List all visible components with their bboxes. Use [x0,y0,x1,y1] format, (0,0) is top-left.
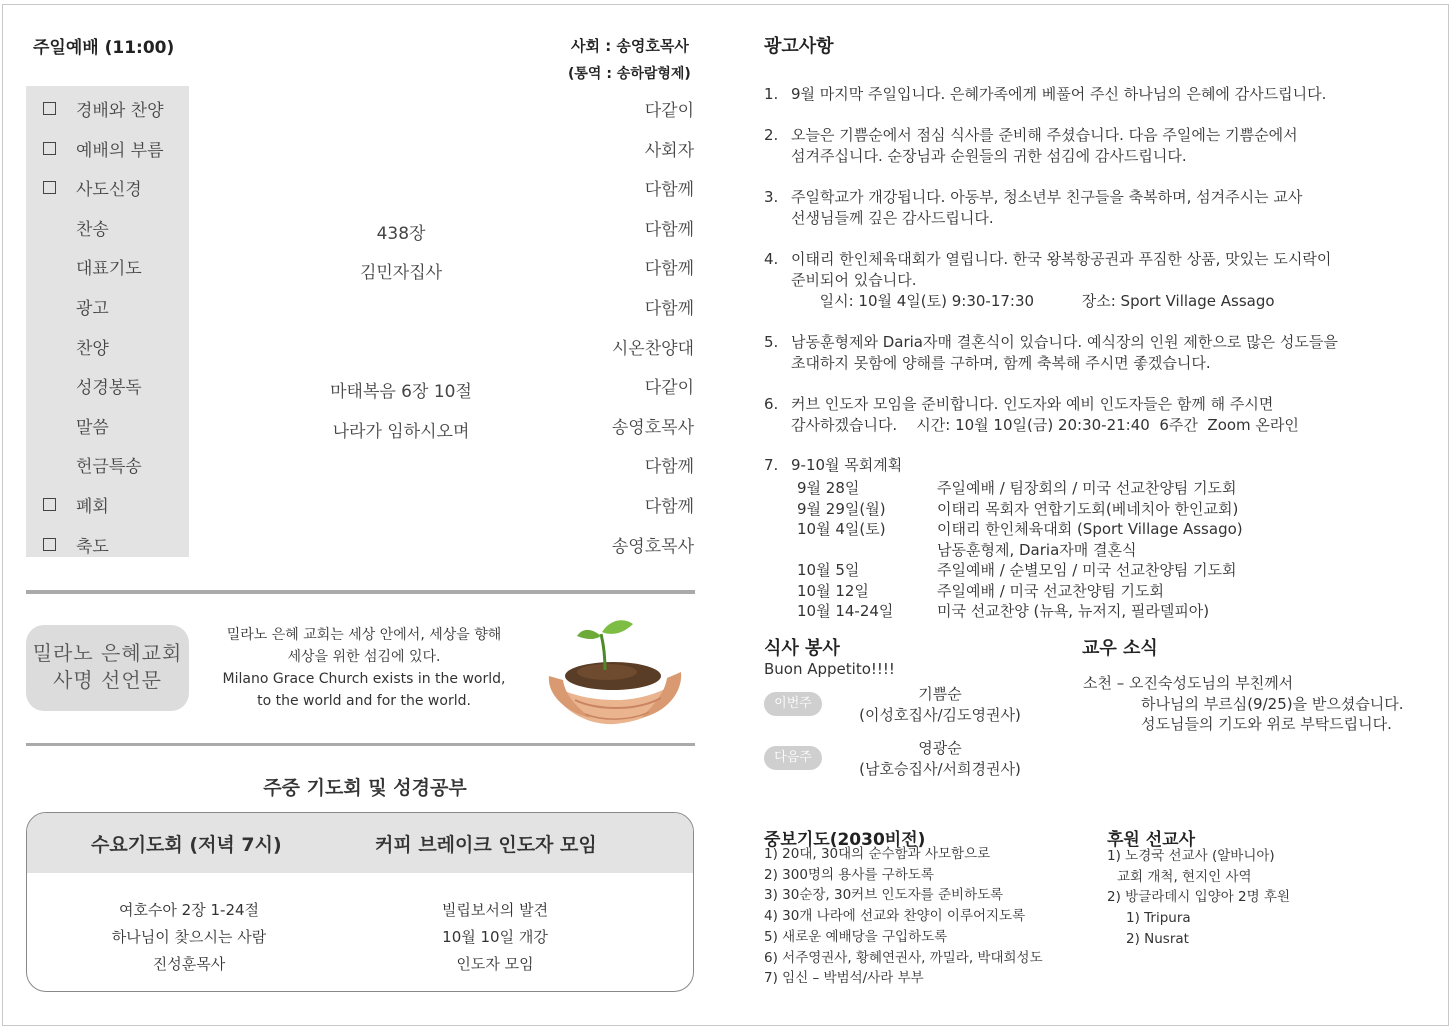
wednesday-prayer-details [39,897,339,978]
order-item-name: 축도 [76,536,109,557]
announcement-number: 7. [764,456,779,474]
next-week-badge: 다음주 [764,746,822,770]
missionary-line: 2) Nusrat [1126,930,1189,947]
order-item-name: 광고 [76,299,109,319]
detail-line: 빌립보서의 발견 [441,901,549,919]
checkbox-icon [43,142,56,155]
schedule-dates [797,478,893,622]
news-line: 하나님의 부르심(9/25)을 받으셨습니다. [1141,694,1404,713]
prayer-item: 2) 300명의 용사를 구하도록 [764,866,934,883]
announcement-item [764,394,1444,436]
intercession-title: 중보기도(2030비전) [764,830,926,850]
mission-label [26,625,189,711]
announcement-line: 커브 인도자 모임을 준비합니다. 인도자와 예비 인도자들은 함께 해 주시면 [791,395,1274,413]
meal-subtitle: Buon Appetito!!!! [764,660,895,678]
coffee-break-heading: 커피 브레이크 인도자 모임 [375,834,597,856]
checkbox-icon [43,538,56,551]
order-item-leader: 다함께 [644,457,694,478]
announcement-item [764,249,1444,312]
order-item-name: 찬양 [76,338,109,359]
divider [26,743,695,746]
order-item-leader: 다같이 [644,378,694,399]
order-item-name: 경배와 찬양 [76,101,164,121]
order-item-leader: 송영호목사 [611,536,694,557]
order-item-name: 헌금특송 [76,457,142,478]
announcement-line: 남동훈형제와 Daria자매 결혼식이 있습니다. 예식장의 인원 제한으로 많은 성도들을 [791,333,1338,351]
order-item-detail: 마태복음 6장 10절 [330,382,472,403]
order-item-name: 말씀 [76,417,109,438]
order-item [26,371,696,401]
order-item-leader: 다같이 [644,101,694,121]
prayer-item: 1) 20대, 30대의 순수함과 사모함으로 [764,846,991,862]
schedule-event: 이태리 목회자 연합기도회(베네치아 한인교회) [937,499,1239,518]
schedule-events [937,478,1243,622]
order-item-detail: 438장 [376,223,426,244]
order-item-detail: 김민자집사 [359,263,443,284]
service-title: 주일예배 (11:00) [33,38,175,58]
news-body [1083,673,1404,735]
schedule-date: 10월 14-24일 [797,602,894,620]
intercession-list [764,844,1043,989]
mission-line: 세상을 위한 섬김에 있다. [287,649,441,665]
weekly-header [27,813,693,873]
divider [26,590,695,594]
announcement-line: 주일학교가 개강됩니다. 아동부, 청소년부 친구들을 축복하며, 섬겨주시는 교사 [791,188,1303,206]
order-item [26,173,696,203]
announcement-line: 일시: 10월 4일(토) 9:30-17:30 장소: Sport Village Assago [791,292,1275,310]
order-item [26,490,696,520]
order-item [26,530,696,560]
order-item [26,411,696,441]
announcement-line: 이태리 한인체육대회가 열립니다. 한국 왕복항공권과 푸짐한 상품, 맛있는 도시락이 [791,250,1332,268]
schedule-event: 주일예배 / 미국 선교찬양팀 기도회 [937,581,1164,600]
missionary-line: 1) 노경국 선교사 (알바니아) [1107,848,1275,864]
announcement-line: 감사하겠습니다. 시간: 10월 10일(금) 20:30-21:40 6주간 Zoom 온라인 [791,416,1299,434]
order-item [26,252,696,282]
order-item-name: 사도신경 [76,180,142,201]
news-line: 소천 – 오진숙성도님의 부친께서 [1083,674,1294,692]
order-item-name: 예배의 부름 [76,140,164,161]
missionary-line: 2) 방글라데시 입양아 2명 후원 [1107,889,1291,906]
schedule-event: 남동훈형제, Daria자매 결혼식 [937,540,1137,559]
missionary-line: 1) Tripura [1126,910,1191,927]
checkbox-icon [43,102,56,115]
news-title: 교우 소식 [1082,638,1158,659]
order-item-leader: 다함께 [644,299,694,319]
schedule-date: 10월 12일 [797,581,869,600]
announcement-number: 4. [764,250,779,268]
detail-line: 하나님이 찾으시는 사람 [111,928,267,946]
schedule-event: 이태리 한인체육대회 (Sport Village Assago) [937,520,1243,538]
mission-label-line1: 밀라노 은혜교회 [32,641,183,665]
checkbox-icon [43,181,56,194]
detail-line: 인도자 모임 [456,955,534,973]
announcement-number: 2. [764,126,779,144]
detail-line: 진성훈목사 [152,955,226,973]
mission-line: 밀라노 은혜 교회는 세상 안에서, 세상을 향해 [226,627,502,643]
this-week-team [840,684,1040,726]
schedule-date: 9월 28일 [797,479,860,497]
coffee-break-details [345,897,645,978]
seedling-in-hands-image [545,614,685,734]
prayer-item: 6) 서주영권사, 황혜연권사, 까밀라, 박대희성도 [764,949,1043,966]
weekly-title: 주중 기도회 및 성경공부 [263,777,467,799]
order-item-name: 대표기도 [76,259,142,280]
checkbox-icon [43,498,56,511]
order-item [26,94,696,124]
prayer-item: 4) 30개 나라에 선교와 찬양이 이루어지도록 [764,908,1026,925]
schedule-date: 9월 29일(월) [797,499,886,518]
team-name: 영광순 [918,739,962,757]
order-item-leader: 다함께 [644,259,694,280]
order-item-name: 폐회 [76,497,109,517]
prayer-item: 7) 임신 – 박범석/사라 부부 [764,970,924,987]
order-item-leader: 다함께 [644,180,694,201]
service-interpreter: (통역 : 송하람형제) [568,66,691,82]
service-leader: 사회 : 송영호목사 [571,37,689,55]
order-item-detail: 나라가 임하시오며 [332,421,470,442]
announcement-number: 6. [764,395,779,413]
order-item-leader: 다함께 [644,497,694,517]
mission-statement [203,624,525,712]
announcement-number: 5. [764,333,779,351]
order-item [26,332,696,362]
prayer-item: 5) 새로운 예배당을 구입하도록 [764,928,948,945]
schedule-date: 10월 5일 [797,561,860,579]
detail-line: 여호수아 2장 1-24절 [118,901,260,919]
mission-line: Milano Grace Church exists in the world, [222,671,506,687]
order-item-leader: 사회자 [644,140,694,161]
announcement-line: 9월 마지막 주일입니다. 은혜가족에게 베풀어 주신 하나님의 은혜에 감사드립니다. [791,85,1327,103]
order-item [26,292,696,322]
missionaries-list [1107,846,1290,950]
schedule-event: 주일예배 / 순별모임 / 미국 선교찬양팀 기도회 [937,561,1237,579]
order-item-leader: 시온찬양대 [611,338,694,359]
wednesday-prayer-heading: 수요기도회 (저녁 7시) [91,834,282,856]
announcement-item [764,187,1444,229]
news-line: 성도님들의 기도와 위로 부탁드립니다. [1141,715,1392,733]
announcement-number: 3. [764,188,779,206]
announcements-title: 광고사항 [764,36,834,57]
order-item-leader: 다함께 [644,219,694,240]
order-item-name: 성경봉독 [76,378,142,399]
announcement-line: 9-10월 목회계획 [791,456,903,474]
missionary-line: 교회 개척, 현지인 사역 [1117,868,1252,885]
schedule-event: 미국 선교찬양 (뉴욕, 뉴저지, 필라델피아) [937,602,1210,620]
team-members: (남호승집사/서희경권사) [859,760,1021,778]
schedule-event: 주일예배 / 팀장회의 / 미국 선교찬양팀 기도회 [937,479,1237,497]
announcement-item [764,455,1444,476]
order-item-leader: 송영호목사 [611,417,694,438]
next-week-team [840,738,1040,780]
weekly-meetings-box [26,812,694,992]
announcement-line: 초대하지 못함에 양해를 구하며, 함께 축복해 주시면 좋겠습니다. [791,354,1211,372]
announcement-item [764,125,1444,167]
announcement-line: 오늘은 기쁨순에서 점심 식사를 준비해 주셨습니다. 다음 주일에는 기쁨순에서 [791,126,1298,144]
this-week-badge: 이번주 [764,692,822,716]
team-name: 기쁨순 [918,685,962,703]
order-item-name: 찬송 [76,219,109,240]
announcement-line: 섬겨주십니다. 순장님과 순원들의 귀한 섬김에 감사드립니다. [791,147,1187,165]
announcement-item [764,332,1444,374]
order-item [26,213,696,243]
order-item [26,134,696,164]
prayer-item: 3) 30순장, 30커브 인도자를 준비하도록 [764,887,1004,904]
announcement-item [764,84,1444,105]
announcement-line: 준비되어 있습니다. [791,271,917,289]
schedule-date: 10월 4일(토) [797,520,886,538]
mission-label-line2: 사명 선언문 [53,668,162,692]
schedule-date [797,540,893,561]
announcement-number: 1. [764,85,779,103]
team-members: (이성호집사/김도영권사) [859,706,1021,724]
order-item [26,450,696,480]
mission-line: to the world and for the world. [257,693,471,709]
meal-title: 식사 봉사 [764,638,840,659]
announcement-line: 선생님들께 깊은 감사드립니다. [791,209,994,227]
missionaries-title: 후원 선교사 [1107,830,1196,850]
detail-line: 10월 10일 개강 [442,928,548,946]
